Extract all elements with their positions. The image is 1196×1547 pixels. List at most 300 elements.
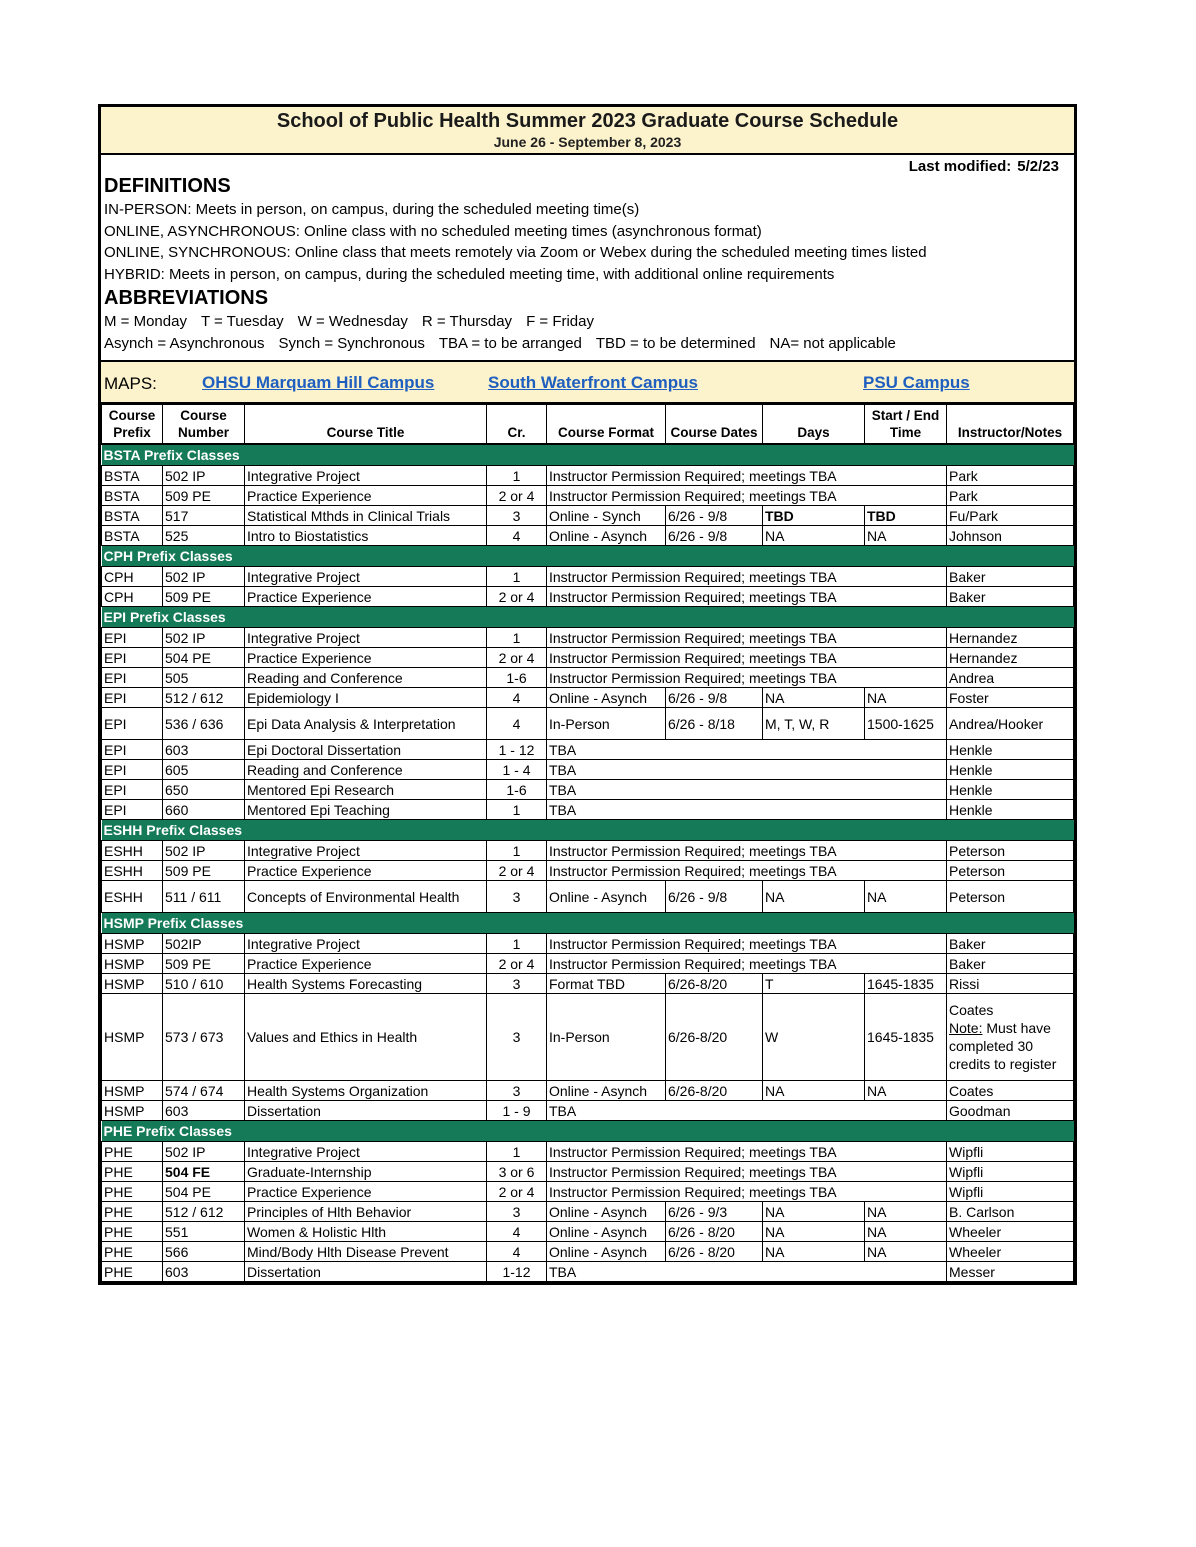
days-cell: NA	[763, 1242, 865, 1262]
abbr-item: W = Wednesday	[297, 313, 408, 330]
instructor-cell: Peterson	[947, 861, 1074, 881]
instructor-cell: Wipfli	[947, 1142, 1074, 1162]
time-cell: 1645-1835	[865, 974, 947, 994]
prefix-cell: CPH	[102, 587, 163, 607]
format-cell: Instructor Permission Required; meetings TBA	[547, 668, 947, 688]
instructor-cell: Wipfli	[947, 1162, 1074, 1182]
days-cell: W	[763, 994, 865, 1081]
credits-cell: 3	[487, 994, 547, 1081]
instructor-cell: Hernandez	[947, 648, 1074, 668]
format-cell: Instructor Permission Required; meetings TBA	[547, 1182, 947, 1202]
prefix-cell: CPH	[102, 567, 163, 587]
title-cell: Values and Ethics in Health	[245, 994, 487, 1081]
table-row	[102, 974, 1074, 994]
title-cell: Dissertation	[245, 1262, 487, 1282]
title-cell: Health Systems Forecasting	[245, 974, 487, 994]
number-cell: 512 / 612	[163, 1202, 245, 1222]
prefix-cell: HSMP	[102, 1101, 163, 1121]
last-modified-label: Last modified:	[908, 158, 1012, 175]
term-dates: June 26 - September 8, 2023	[493, 134, 682, 150]
prefix-cell: ESHH	[102, 861, 163, 881]
course-table	[101, 404, 1074, 1282]
instructor-cell: Andrea/Hooker	[947, 708, 1074, 740]
title-cell: Women & Holistic Hlth	[245, 1222, 487, 1242]
definition-line: HYBRID: Meets in person, on campus, during the scheduled meeting time, with additional online requirements	[104, 265, 835, 283]
credits-cell: 1	[487, 934, 547, 954]
credits-cell: 1	[487, 800, 547, 820]
table-row	[102, 567, 1074, 587]
format-cell: Instructor Permission Required; meetings TBA	[547, 934, 947, 954]
abbr-item: TBA = to be arranged	[438, 334, 582, 352]
title-cell: Concepts of Environmental Health	[245, 881, 487, 913]
table-row	[102, 1162, 1074, 1182]
instructor-cell: Hernandez	[947, 628, 1074, 648]
credits-cell: 2 or 4	[487, 1182, 547, 1202]
format-cell: Online - Synch	[547, 506, 666, 526]
title-cell: Integrative Project	[245, 628, 487, 648]
table-row	[102, 841, 1074, 861]
col-header: Course Number	[163, 405, 245, 445]
title-cell: Practice Experience	[245, 648, 487, 668]
col-header: Course Dates	[666, 405, 763, 445]
table-row	[102, 506, 1074, 526]
number-cell: 660	[163, 800, 245, 820]
credits-cell: 1 - 4	[487, 760, 547, 780]
col-header: Cr.	[487, 405, 547, 445]
table-row	[102, 526, 1074, 546]
dates-cell: 6/26 - 9/8	[666, 526, 763, 546]
abbreviations-heading: ABBREVIATIONS	[104, 287, 269, 309]
format-cell: Instructor Permission Required; meetings TBA	[547, 861, 947, 881]
dates-cell: 6/26 - 8/20	[666, 1242, 763, 1262]
instructor-name: Coates	[949, 1002, 994, 1018]
definition-line: ONLINE, ASYNCHRONOUS: Online class with no scheduled meeting times (asynchronous format)	[104, 222, 762, 240]
title-cell: Intro to Biostatistics	[245, 526, 487, 546]
number-cell: 511 / 611	[163, 881, 245, 913]
title-cell: Integrative Project	[245, 1142, 487, 1162]
title-cell: Practice Experience	[245, 954, 487, 974]
abbr-item: R = Thursday	[421, 313, 513, 330]
instructor-cell: Wipfli	[947, 1182, 1074, 1202]
col-header: Course Prefix	[102, 405, 163, 445]
dates-cell: 6/26 - 8/20	[666, 1222, 763, 1242]
number-cell: 650	[163, 780, 245, 800]
title-cell: Epidemiology I	[245, 688, 487, 708]
table-header-row	[102, 405, 1074, 445]
title-cell: Graduate-Internship	[245, 1162, 487, 1182]
prefix-cell: ESHH	[102, 841, 163, 861]
title-cell: Health Systems Organization	[245, 1081, 487, 1101]
credits-cell: 3	[487, 881, 547, 913]
table-row	[102, 881, 1074, 913]
abbr-item: NA= not applicable	[769, 334, 896, 352]
number-cell: 509 PE	[163, 954, 245, 974]
col-header: Start / End Time	[865, 405, 947, 445]
credits-cell: 2 or 4	[487, 954, 547, 974]
instructor-cell: Messer	[947, 1262, 1074, 1282]
format-cell: TBA	[547, 780, 947, 800]
title-cell: Dissertation	[245, 1101, 487, 1121]
title-cell: Practice Experience	[245, 861, 487, 881]
prefix-cell: EPI	[102, 708, 163, 740]
number-cell: 574 / 674	[163, 1081, 245, 1101]
format-cell: Format TBD	[547, 974, 666, 994]
prefix-cell: EPI	[102, 800, 163, 820]
table-row	[102, 740, 1074, 760]
map-link-south-waterfront[interactable]: South Waterfront Campus	[488, 373, 698, 392]
format-cell: Instructor Permission Required; meetings TBA	[547, 466, 947, 486]
instructor-cell: B. Carlson	[947, 1202, 1074, 1222]
credits-cell: 4	[487, 1222, 547, 1242]
table-row	[102, 486, 1074, 506]
instructor-cell: Baker	[947, 587, 1074, 607]
credits-cell: 3 or 6	[487, 1162, 547, 1182]
prefix-cell: HSMP	[102, 1081, 163, 1101]
course-note-label: Note:	[949, 1020, 983, 1036]
credits-cell: 1-6	[487, 780, 547, 800]
table-row	[102, 668, 1074, 688]
prefix-cell: HSMP	[102, 994, 163, 1081]
time-cell: NA	[865, 881, 947, 913]
number-cell: 502 IP	[163, 1142, 245, 1162]
instructor-cell: Henkle	[947, 780, 1074, 800]
time-cell: 1500-1625	[865, 708, 947, 740]
table-row	[102, 760, 1074, 780]
prefix-cell: PHE	[102, 1162, 163, 1182]
table-row	[102, 1202, 1074, 1222]
definition-line: ONLINE, SYNCHRONOUS: Online class that meets remotely via Zoom or Webex during the scheduled meeting times listed	[104, 244, 927, 261]
format-cell: Instructor Permission Required; meetings TBA	[547, 1162, 947, 1182]
definition-line: IN-PERSON: Meets in person, on campus, during the scheduled meeting time(s)	[104, 201, 640, 218]
last-modified	[909, 156, 1059, 178]
schedule-frame	[98, 104, 1077, 1285]
group-name: HSMP Prefix Classes	[102, 913, 1074, 934]
format-cell: TBA	[547, 760, 947, 780]
format-cell: Online - Asynch	[547, 1202, 666, 1222]
credits-cell: 3	[487, 974, 547, 994]
credits-cell: 1	[487, 628, 547, 648]
time-cell: NA	[865, 526, 947, 546]
credits-cell: 1-6	[487, 668, 547, 688]
format-cell: TBA	[547, 800, 947, 820]
number-cell: 603	[163, 1262, 245, 1282]
days-cell: NA	[763, 526, 865, 546]
prefix-cell: EPI	[102, 648, 163, 668]
credits-cell: 1	[487, 841, 547, 861]
col-header: Days	[763, 405, 865, 445]
abbr-item: Synch = Synchronous	[278, 334, 425, 352]
instructor-cell	[947, 994, 1074, 1081]
number-cell: 504 FE	[163, 1162, 245, 1182]
format-cell: TBA	[547, 1262, 947, 1282]
group-name: EPI Prefix Classes	[102, 607, 1074, 628]
title-cell: Integrative Project	[245, 841, 487, 861]
days-cell: NA	[763, 881, 865, 913]
number-cell: 504 PE	[163, 1182, 245, 1202]
table-row	[102, 648, 1074, 668]
dates-cell: 6/26 - 8/18	[666, 708, 763, 740]
instructor-cell: Baker	[947, 954, 1074, 974]
format-cell: TBA	[547, 1101, 947, 1121]
credits-cell: 4	[487, 1242, 547, 1262]
table-row	[102, 466, 1074, 486]
number-cell: 512 / 612	[163, 688, 245, 708]
definitions-heading: DEFINITIONS	[104, 175, 231, 197]
table-row	[102, 800, 1074, 820]
title-cell: Reading and Conference	[245, 668, 487, 688]
time-cell: NA	[865, 1081, 947, 1101]
abbr-item: T = Tuesday	[200, 313, 284, 330]
number-cell: 509 PE	[163, 486, 245, 506]
time-cell: NA	[865, 1242, 947, 1262]
number-cell: 551	[163, 1222, 245, 1242]
instructor-cell: Henkle	[947, 800, 1074, 820]
time-cell: NA	[865, 688, 947, 708]
number-cell: 502 IP	[163, 466, 245, 486]
title-cell: Practice Experience	[245, 486, 487, 506]
number-cell: 502 IP	[163, 567, 245, 587]
days-cell: NA	[763, 1202, 865, 1222]
dates-cell: 6/26 - 9/8	[666, 881, 763, 913]
prefix-cell: PHE	[102, 1242, 163, 1262]
definitions-section	[101, 155, 1074, 360]
col-header: Instructor/Notes	[947, 405, 1074, 445]
credits-cell: 4	[487, 708, 547, 740]
format-cell: Instructor Permission Required; meetings TBA	[547, 1142, 947, 1162]
title-cell: Integrative Project	[245, 466, 487, 486]
prefix-cell: HSMP	[102, 974, 163, 994]
title-cell: Mentored Epi Research	[245, 780, 487, 800]
credits-cell: 2 or 4	[487, 861, 547, 881]
format-cell: Instructor Permission Required; meetings TBA	[547, 486, 947, 506]
map-link-psu[interactable]: PSU Campus	[863, 373, 970, 392]
dates-cell: 6/26-8/20	[666, 974, 763, 994]
credits-cell: 1	[487, 567, 547, 587]
days-cell: TBD	[763, 506, 865, 526]
prefix-cell: EPI	[102, 668, 163, 688]
title-cell: Epi Data Analysis & Interpretation	[245, 708, 487, 740]
abbr-item: Asynch = Asynchronous	[104, 334, 265, 352]
table-row	[102, 708, 1074, 740]
maps-label: MAPS:	[104, 374, 157, 393]
format-cell: Online - Asynch	[547, 1222, 666, 1242]
title-cell: Integrative Project	[245, 934, 487, 954]
number-cell: 504 PE	[163, 648, 245, 668]
dates-cell: 6/26-8/20	[666, 994, 763, 1081]
number-cell: 502IP	[163, 934, 245, 954]
page-title: School of Public Health Summer 2023 Graduate Course Schedule	[276, 110, 899, 132]
credits-cell: 1 - 9	[487, 1101, 547, 1121]
title-cell: Practice Experience	[245, 587, 487, 607]
prefix-cell: PHE	[102, 1182, 163, 1202]
day-abbreviations	[104, 311, 1074, 333]
prefix-cell: EPI	[102, 688, 163, 708]
number-cell: 603	[163, 1101, 245, 1121]
dates-cell: 6/26 - 9/3	[666, 1202, 763, 1222]
map-link-marquam-hill[interactable]: OHSU Marquam Hill Campus	[202, 373, 435, 392]
col-header: Course Title	[245, 405, 487, 445]
title-cell: Statistical Mthds in Clinical Trials	[245, 506, 487, 526]
number-cell: 525	[163, 526, 245, 546]
days-cell: NA	[763, 1222, 865, 1242]
credits-cell: 3	[487, 1081, 547, 1101]
course-note	[949, 1019, 1071, 1073]
prefix-cell: HSMP	[102, 954, 163, 974]
prefix-cell: EPI	[102, 780, 163, 800]
table-row	[102, 780, 1074, 800]
title-cell: Epi Doctoral Dissertation	[245, 740, 487, 760]
time-cell: 1645-1835	[865, 994, 947, 1081]
number-cell: 502 IP	[163, 841, 245, 861]
instructor-cell: Peterson	[947, 841, 1074, 861]
group-name: BSTA Prefix Classes	[102, 444, 1074, 466]
group-header-row	[102, 607, 1074, 628]
prefix-cell: PHE	[102, 1262, 163, 1282]
format-cell: Instructor Permission Required; meetings TBA	[547, 954, 947, 974]
table-row	[102, 934, 1074, 954]
instructor-cell: Wheeler	[947, 1222, 1074, 1242]
table-row	[102, 587, 1074, 607]
instructor-cell: Peterson	[947, 881, 1074, 913]
format-cell: Online - Asynch	[547, 526, 666, 546]
instructor-cell: Andrea	[947, 668, 1074, 688]
credits-cell: 2 or 4	[487, 648, 547, 668]
format-cell: Online - Asynch	[547, 1081, 666, 1101]
format-cell: Instructor Permission Required; meetings TBA	[547, 587, 947, 607]
dates-cell: 6/26 - 9/8	[666, 506, 763, 526]
credits-cell: 4	[487, 526, 547, 546]
table-row	[102, 1182, 1074, 1202]
time-cell: NA	[865, 1222, 947, 1242]
table-row	[102, 1262, 1074, 1282]
format-cell: In-Person	[547, 994, 666, 1081]
instructor-cell: Goodman	[947, 1101, 1074, 1121]
format-cell: Online - Asynch	[547, 881, 666, 913]
time-cell: NA	[865, 1202, 947, 1222]
format-cell: Instructor Permission Required; meetings TBA	[547, 628, 947, 648]
term-abbreviations	[104, 333, 1074, 355]
table-row	[102, 1222, 1074, 1242]
credits-cell: 2 or 4	[487, 486, 547, 506]
table-row	[102, 861, 1074, 881]
days-cell: NA	[763, 688, 865, 708]
number-cell: 509 PE	[163, 587, 245, 607]
prefix-cell: BSTA	[102, 526, 163, 546]
format-cell: Online - Asynch	[547, 688, 666, 708]
abbr-item: F = Friday	[526, 313, 594, 330]
credits-cell: 4	[487, 688, 547, 708]
prefix-cell: BSTA	[102, 466, 163, 486]
title-cell: Principles of Hlth Behavior	[245, 1202, 487, 1222]
group-name: ESHH Prefix Classes	[102, 820, 1074, 841]
title-cell: Practice Experience	[245, 1182, 487, 1202]
instructor-cell: Foster	[947, 688, 1074, 708]
title-cell: Integrative Project	[245, 567, 487, 587]
format-cell: TBA	[547, 740, 947, 760]
number-cell: 605	[163, 760, 245, 780]
number-cell: 566	[163, 1242, 245, 1262]
number-cell: 510 / 610	[163, 974, 245, 994]
title-cell: Reading and Conference	[245, 760, 487, 780]
table-row	[102, 628, 1074, 648]
credits-cell: 1 - 12	[487, 740, 547, 760]
number-cell: 517	[163, 506, 245, 526]
prefix-cell: HSMP	[102, 934, 163, 954]
course-note-text: Must have completed 30 credits to register	[949, 1020, 1057, 1072]
last-modified-value: 5/2/23	[1017, 158, 1059, 175]
prefix-cell: BSTA	[102, 506, 163, 526]
prefix-cell: PHE	[102, 1222, 163, 1242]
credits-cell: 1	[487, 1142, 547, 1162]
instructor-cell: Henkle	[947, 760, 1074, 780]
credits-cell: 1	[487, 466, 547, 486]
title-block	[101, 107, 1074, 155]
instructor-cell: Rissi	[947, 974, 1074, 994]
table-row	[102, 1242, 1074, 1262]
table-row	[102, 1081, 1074, 1101]
table-row	[102, 688, 1074, 708]
abbr-item: M = Monday	[104, 313, 187, 330]
number-cell: 509 PE	[163, 861, 245, 881]
group-name: PHE Prefix Classes	[102, 1121, 1074, 1142]
prefix-cell: PHE	[102, 1142, 163, 1162]
time-cell: TBD	[865, 506, 947, 526]
abbr-item: TBD = to be determined	[595, 334, 756, 352]
title-cell: Mind/Body Hlth Disease Prevent	[245, 1242, 487, 1262]
credits-cell: 3	[487, 1202, 547, 1222]
days-cell: M, T, W, R	[763, 708, 865, 740]
group-header-row	[102, 546, 1074, 567]
number-cell: 536 / 636	[163, 708, 245, 740]
group-header-row	[102, 444, 1074, 466]
days-cell: T	[763, 974, 865, 994]
instructor-cell: Park	[947, 466, 1074, 486]
number-cell: 505	[163, 668, 245, 688]
days-cell: NA	[763, 1081, 865, 1101]
format-cell: Instructor Permission Required; meetings TBA	[547, 567, 947, 587]
credits-cell: 3	[487, 506, 547, 526]
credits-cell: 1-12	[487, 1262, 547, 1282]
instructor-cell: Henkle	[947, 740, 1074, 760]
group-name: CPH Prefix Classes	[102, 546, 1074, 567]
prefix-cell: EPI	[102, 760, 163, 780]
prefix-cell: ESHH	[102, 881, 163, 913]
table-row	[102, 1101, 1074, 1121]
table-row	[102, 1142, 1074, 1162]
instructor-cell: Fu/Park	[947, 506, 1074, 526]
credits-cell: 2 or 4	[487, 587, 547, 607]
title-cell: Mentored Epi Teaching	[245, 800, 487, 820]
instructor-cell: Baker	[947, 934, 1074, 954]
number-cell: 502 IP	[163, 628, 245, 648]
table-row	[102, 994, 1074, 1081]
format-cell: Online - Asynch	[547, 1242, 666, 1262]
group-header-row	[102, 913, 1074, 934]
prefix-cell: BSTA	[102, 486, 163, 506]
prefix-cell: EPI	[102, 628, 163, 648]
format-cell: In-Person	[547, 708, 666, 740]
number-cell: 603	[163, 740, 245, 760]
table-row	[102, 954, 1074, 974]
group-header-row	[102, 1121, 1074, 1142]
format-cell: Instructor Permission Required; meetings TBA	[547, 648, 947, 668]
maps-bar	[101, 360, 1074, 404]
instructor-cell: Wheeler	[947, 1242, 1074, 1262]
instructor-cell: Johnson	[947, 526, 1074, 546]
col-header: Course Format	[547, 405, 666, 445]
instructor-cell: Baker	[947, 567, 1074, 587]
instructor-cell: Park	[947, 486, 1074, 506]
